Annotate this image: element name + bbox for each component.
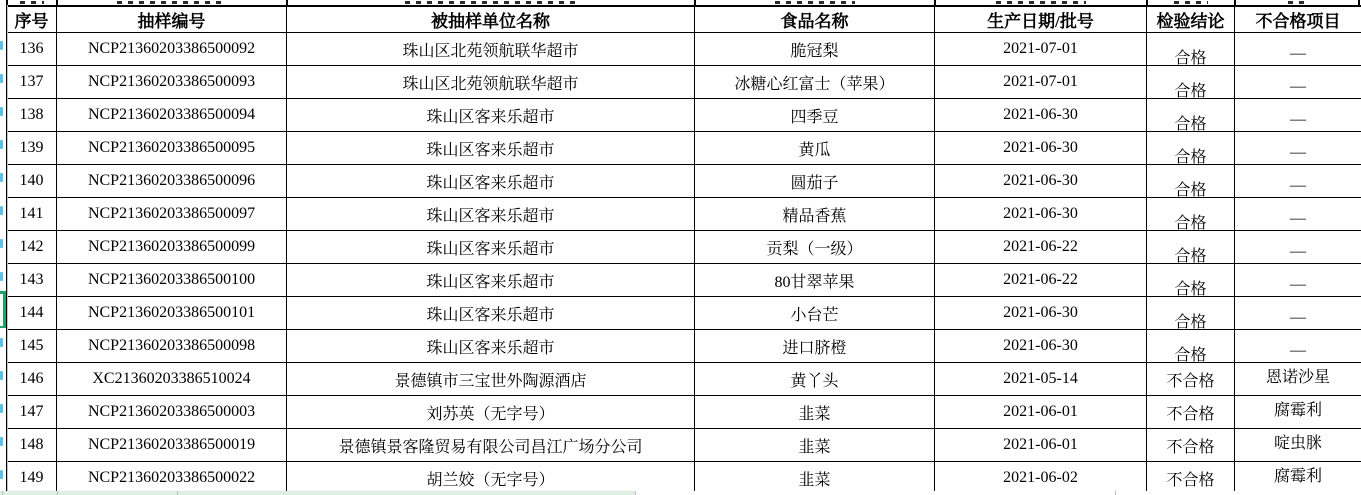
table-row (7, 99, 1361, 132)
cell-defect[interactable] (1235, 99, 1361, 132)
clipped-text-fragment (996, 1, 1086, 4)
cell-defect[interactable] (1235, 330, 1361, 363)
cell-unit-name[interactable] (287, 330, 695, 363)
cell-text: 2021-06-30 (1003, 205, 1078, 222)
table-row (7, 66, 1361, 99)
cell-text: — (1290, 342, 1306, 359)
cell-text: 2021-07-01 (1003, 73, 1078, 90)
cell-result[interactable] (1147, 165, 1235, 198)
cell-text: — (1290, 45, 1306, 62)
cell-food-name[interactable] (695, 462, 935, 495)
cell-text: 2021-06-30 (1003, 304, 1078, 321)
cell-unit-name[interactable] (287, 66, 695, 99)
cell-date-batch[interactable] (935, 33, 1147, 66)
clipped-cell-text-fragment (0, 206, 3, 215)
cell-text: — (1290, 210, 1306, 227)
cell-sample-code[interactable] (57, 363, 287, 396)
cell-text: 合格 (1174, 82, 1207, 99)
cell-text: 珠山区客来乐超市 (426, 273, 555, 291)
table-row (7, 198, 1361, 231)
cell-defect[interactable] (1235, 429, 1361, 462)
cell-sample-code[interactable] (57, 165, 287, 198)
cell-serial[interactable] (7, 33, 57, 66)
col-header-food-name[interactable]: 食品名称 (695, 6, 935, 33)
cell-text: 146 (19, 370, 44, 387)
cell-sample-code[interactable] (57, 297, 287, 330)
table-row (7, 462, 1361, 495)
cell-text: 137 (19, 73, 44, 90)
cell-serial[interactable] (7, 198, 57, 231)
cell-date-batch[interactable] (935, 363, 1147, 396)
cell-text: 韭菜 (798, 471, 831, 489)
clipped-text-fragment (405, 1, 577, 4)
cell-defect[interactable] (1235, 396, 1361, 429)
cell-result[interactable] (1147, 429, 1235, 462)
cell-result[interactable] (1147, 297, 1235, 330)
cell-serial[interactable] (7, 297, 57, 330)
cell-serial[interactable] (7, 231, 57, 264)
gridline (635, 491, 636, 495)
cell-text: 珠山区客来乐超市 (426, 141, 555, 159)
cell-text: 80甘翠苹果 (774, 273, 855, 291)
cell-text: 2021-06-01 (1003, 436, 1078, 453)
cell-text: 脆冠梨 (790, 42, 839, 60)
header-row (7, 6, 1361, 33)
cell-text: — (1290, 276, 1306, 293)
cell-text: 四季豆 (790, 108, 839, 126)
cell-serial[interactable] (7, 396, 57, 429)
cell-text: 2021-06-30 (1003, 337, 1078, 354)
cell-text: — (1290, 111, 1306, 128)
cell-text: — (1290, 243, 1306, 260)
cell-text: 147 (19, 403, 44, 420)
cell-serial[interactable] (7, 99, 57, 132)
cell-serial[interactable] (7, 66, 57, 99)
cell-unit-name[interactable] (287, 165, 695, 198)
cell-defect[interactable] (1235, 297, 1361, 330)
table-row (7, 165, 1361, 198)
cell-text: 不合格 (1166, 405, 1215, 423)
cell-text: 胡兰姣（无字号） (426, 471, 555, 489)
cell-text: NCP21360203386500094 (87, 106, 256, 123)
cell-sample-code[interactable] (57, 462, 287, 495)
cell-unit-name[interactable] (287, 99, 695, 132)
clipped-cell-text-fragment (0, 371, 3, 380)
table-row (7, 330, 1361, 363)
col-header-sample-code[interactable]: 抽样编号 (57, 6, 287, 33)
cell-text: 圆茄子 (790, 174, 839, 192)
cell-text: NCP21360203386500095 (87, 139, 256, 156)
clipped-text-fragment (20, 1, 44, 4)
cell-food-name[interactable] (695, 297, 935, 330)
cell-food-name[interactable] (695, 231, 935, 264)
cell-text: 2021-07-01 (1003, 40, 1078, 57)
cell-text: 合格 (1174, 181, 1207, 198)
cell-text: 2021-06-01 (1003, 403, 1078, 420)
cell-food-name[interactable] (695, 264, 935, 297)
cell-text: NCP21360203386500003 (87, 403, 256, 420)
cell-text: 珠山区客来乐超市 (426, 108, 555, 126)
cell-text: 韭菜 (798, 438, 831, 456)
cell-text: 149 (19, 469, 44, 486)
cell-unit-name[interactable] (287, 396, 695, 429)
cell-unit-name[interactable] (287, 462, 695, 495)
cell-text: 珠山区客来乐超市 (426, 174, 555, 192)
cell-text: 珠山区北苑领航联华超市 (402, 42, 579, 60)
cell-text: NCP21360203386500101 (87, 304, 256, 321)
cell-text: 合格 (1174, 49, 1207, 66)
cell-food-name[interactable] (695, 165, 935, 198)
cell-text: 韭菜 (798, 405, 831, 423)
cell-sample-code[interactable] (57, 33, 287, 66)
cell-date-batch[interactable] (935, 231, 1147, 264)
clipped-cell-text-fragment (0, 140, 3, 149)
cell-unit-name[interactable] (287, 297, 695, 330)
cell-text: 148 (19, 436, 44, 453)
cell-sample-code[interactable] (57, 99, 287, 132)
partial-row-bottom (0, 491, 1361, 495)
table-row (7, 297, 1361, 330)
cell-date-batch[interactable] (935, 99, 1147, 132)
cell-text: NCP21360203386500092 (87, 40, 256, 57)
cell-text: 珠山区北苑领航联华超市 (402, 75, 579, 93)
cell-sample-code[interactable] (57, 231, 287, 264)
cell-text: NCP21360203386500099 (87, 238, 256, 255)
cell-defect[interactable] (1235, 132, 1361, 165)
cell-text: 啶虫脒 (1273, 434, 1322, 452)
cell-text: — (1290, 78, 1306, 95)
cell-food-name[interactable] (695, 330, 935, 363)
cell-text: 143 (19, 271, 44, 288)
gridline (1115, 491, 1116, 495)
cell-defect[interactable] (1235, 231, 1361, 264)
cell-text: 精品香蕉 (782, 207, 847, 225)
cell-text: 珠山区客来乐超市 (426, 339, 555, 357)
cell-text: 合格 (1174, 148, 1207, 165)
cell-serial[interactable] (7, 363, 57, 396)
table-row (7, 429, 1361, 462)
cell-text: 腐霉利 (1273, 467, 1322, 485)
cell-serial[interactable] (7, 330, 57, 363)
cell-result[interactable] (1147, 396, 1235, 429)
cell-result[interactable] (1147, 462, 1235, 495)
clipped-text-fragment (775, 1, 855, 4)
cell-text: — (1290, 177, 1306, 194)
table-row (7, 33, 1361, 66)
cell-date-batch[interactable] (935, 429, 1147, 462)
cell-text: 黄丫头 (790, 372, 839, 390)
clipped-cell-text-fragment (0, 272, 3, 281)
cell-text: NCP21360203386500097 (87, 205, 256, 222)
cell-text: — (1290, 144, 1306, 161)
cell-text: 141 (19, 205, 44, 222)
cell-result[interactable] (1147, 132, 1235, 165)
cell-text: 合格 (1174, 280, 1207, 297)
cell-defect[interactable] (1235, 33, 1361, 66)
cell-serial[interactable] (7, 165, 57, 198)
cell-text: NCP21360203386500100 (87, 271, 256, 288)
cell-text: 腐霉利 (1273, 401, 1322, 419)
cell-food-name[interactable] (695, 66, 935, 99)
cell-text: 冰糖心红富士（苹果） (734, 75, 895, 93)
cell-text: 139 (19, 139, 44, 156)
cell-food-name[interactable] (695, 99, 935, 132)
table-row (7, 231, 1361, 264)
cell-result[interactable] (1147, 99, 1235, 132)
cell-defect[interactable] (1235, 264, 1361, 297)
cell-text: 合格 (1174, 247, 1207, 264)
cell-unit-name[interactable] (287, 429, 695, 462)
cell-text: 140 (19, 172, 44, 189)
cell-defect[interactable] (1235, 198, 1361, 231)
col-header-defect[interactable]: 不合格项目 (1235, 6, 1361, 33)
cell-defect[interactable] (1235, 363, 1361, 396)
clipped-cell-text-fragment (0, 239, 3, 248)
table-row (7, 132, 1361, 165)
cell-text: NCP21360203386500019 (87, 436, 256, 453)
cell-text: 144 (19, 304, 44, 321)
cell-result[interactable] (1147, 198, 1235, 231)
cell-text: 2021-05-14 (1003, 370, 1078, 387)
cell-defect[interactable] (1235, 462, 1361, 495)
cell-defect[interactable] (1235, 66, 1361, 99)
gridline (2, 491, 3, 495)
cell-defect[interactable] (1235, 165, 1361, 198)
cell-date-batch[interactable] (935, 297, 1147, 330)
clipped-text-fragment (1288, 1, 1308, 4)
cell-text: 2021-06-30 (1003, 172, 1078, 189)
cell-text: 贡梨（一级） (766, 240, 863, 258)
cell-text: — (1290, 309, 1306, 326)
cell-date-batch[interactable] (935, 132, 1147, 165)
cell-text: 142 (19, 238, 44, 255)
cell-date-batch[interactable] (935, 330, 1147, 363)
clipped-text-fragment (1174, 1, 1208, 4)
cell-text: 不合格 (1166, 438, 1215, 456)
clipped-cell-text-fragment (0, 437, 3, 446)
cell-text: 136 (19, 40, 44, 57)
cell-food-name[interactable] (695, 198, 935, 231)
cell-text: 2021-06-30 (1003, 106, 1078, 123)
cell-text: 合格 (1174, 115, 1207, 132)
table-row (7, 396, 1361, 429)
col-header-unit-name[interactable]: 被抽样单位名称 (287, 6, 695, 33)
cell-text: 珠山区客来乐超市 (426, 207, 555, 225)
table-row (7, 363, 1361, 396)
cell-unit-name[interactable] (287, 198, 695, 231)
table-row (7, 264, 1361, 297)
cell-food-name[interactable] (695, 363, 935, 396)
cell-text: NCP21360203386500093 (87, 73, 256, 90)
cell-text: 合格 (1174, 346, 1207, 363)
cell-text: 合格 (1174, 313, 1207, 330)
cell-result[interactable] (1147, 231, 1235, 264)
cell-food-name[interactable] (695, 33, 935, 66)
clipped-cell-text-fragment (0, 338, 3, 347)
cell-text: 145 (19, 337, 44, 354)
clipped-cell-text-fragment (0, 41, 3, 50)
cell-text: 进口脐橙 (782, 339, 847, 357)
cell-text: 恩诺沙星 (1265, 368, 1330, 386)
inspection-table (6, 5, 1361, 495)
cell-text: 2021-06-02 (1003, 469, 1078, 486)
cell-result[interactable] (1147, 330, 1235, 363)
col-header-serial[interactable]: 序号 (7, 6, 57, 33)
cell-text: NCP21360203386500022 (87, 469, 256, 486)
cell-text: NCP21360203386500098 (87, 337, 256, 354)
cell-date-batch[interactable] (935, 396, 1147, 429)
next-row-green-fill (0, 491, 635, 495)
cell-unit-name[interactable] (287, 363, 695, 396)
cell-date-batch[interactable] (935, 66, 1147, 99)
clipped-text-fragment (117, 1, 227, 4)
clipped-cell-text-fragment (0, 404, 3, 413)
clipped-cell-text-fragment (0, 470, 3, 479)
cell-sample-code[interactable] (57, 198, 287, 231)
cell-date-batch[interactable] (935, 165, 1147, 198)
cell-sample-code[interactable] (57, 66, 287, 99)
cell-food-name[interactable] (695, 396, 935, 429)
cell-sample-code[interactable] (57, 429, 287, 462)
clipped-cell-text-fragment (0, 74, 3, 83)
cell-text: 合格 (1174, 214, 1207, 231)
cell-text: XC21360203386510024 (92, 370, 251, 387)
cell-unit-name[interactable] (287, 132, 695, 165)
cell-date-batch[interactable] (935, 462, 1147, 495)
gridline (57, 491, 58, 495)
cell-text: 珠山区客来乐超市 (426, 240, 555, 258)
cell-serial[interactable] (7, 132, 57, 165)
cell-text: 景德镇景客隆贸易有限公司昌江广场分公司 (338, 438, 643, 456)
cell-date-batch[interactable] (935, 198, 1147, 231)
cell-result[interactable] (1147, 363, 1235, 396)
cell-result[interactable] (1147, 264, 1235, 297)
cell-result[interactable] (1147, 33, 1235, 66)
cell-sample-code[interactable] (57, 132, 287, 165)
cell-serial[interactable] (7, 462, 57, 495)
cell-text: 黄瓜 (798, 141, 831, 159)
cell-text: 2021-06-30 (1003, 139, 1078, 156)
cell-text: 2021-06-22 (1003, 271, 1078, 288)
cell-text: 珠山区客来乐超市 (426, 306, 555, 324)
col-header-date-batch[interactable]: 生产日期/批号 (935, 6, 1147, 33)
col-header-result[interactable]: 检验结论 (1147, 6, 1235, 33)
cell-result[interactable] (1147, 66, 1235, 99)
gridline (7, 5, 8, 491)
cell-sample-code[interactable] (57, 330, 287, 363)
cell-unit-name[interactable] (287, 231, 695, 264)
cell-text: 景德镇市三宝世外陶源酒店 (394, 372, 587, 390)
cell-serial[interactable] (7, 429, 57, 462)
cell-text: 2021-06-22 (1003, 238, 1078, 255)
cell-text: 138 (19, 106, 44, 123)
cell-unit-name[interactable] (287, 33, 695, 66)
clipped-cell-text-fragment (0, 173, 3, 182)
cell-text: 不合格 (1166, 372, 1215, 390)
cell-sample-code[interactable] (57, 396, 287, 429)
cell-text: 刘苏英（无字号） (426, 405, 555, 423)
cell-text: 小台芒 (790, 306, 839, 324)
cell-serial[interactable] (7, 264, 57, 297)
cell-food-name[interactable] (695, 132, 935, 165)
cell-date-batch[interactable] (935, 264, 1147, 297)
cell-text: 不合格 (1166, 471, 1215, 489)
cell-food-name[interactable] (695, 429, 935, 462)
gridline (177, 491, 178, 495)
cell-sample-code[interactable] (57, 264, 287, 297)
clipped-cell-text-fragment (0, 107, 3, 116)
cell-text: NCP21360203386500096 (87, 172, 256, 189)
cell-unit-name[interactable] (287, 264, 695, 297)
